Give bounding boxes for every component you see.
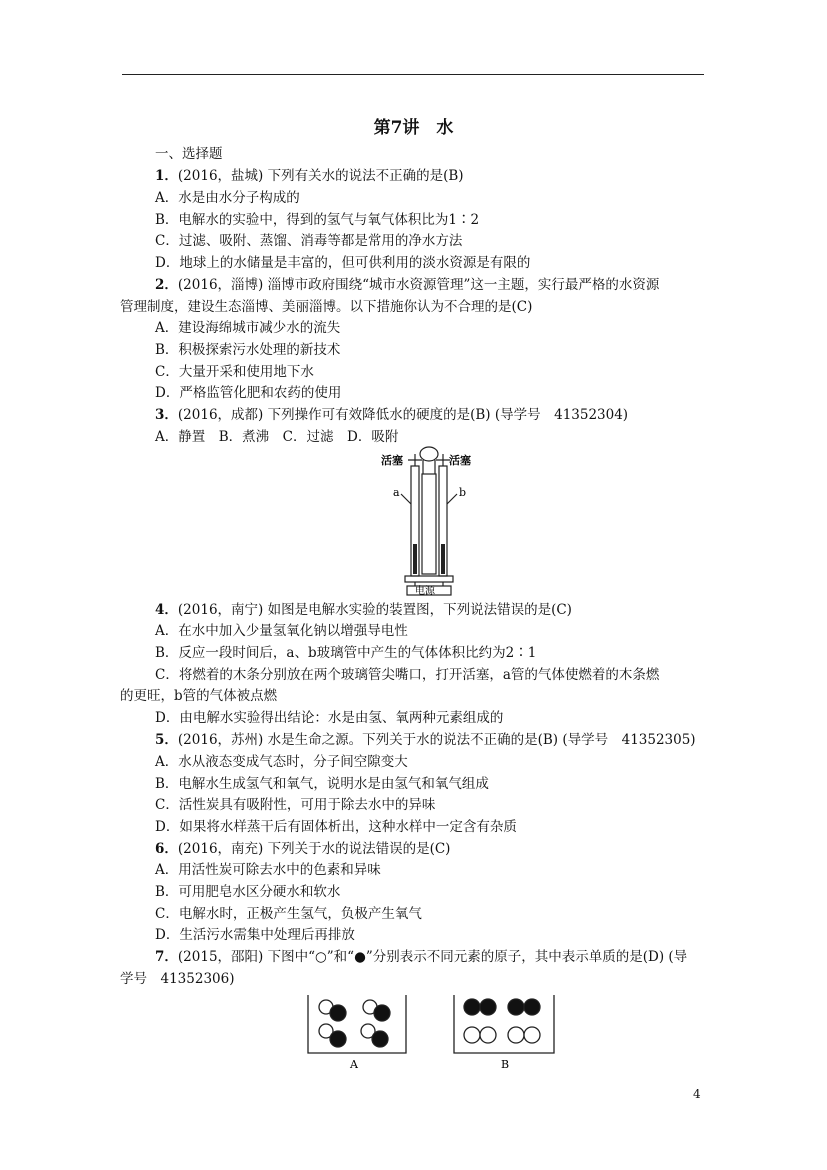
option: A．用活性炭可除去水中的色素和异味 [155, 862, 381, 878]
question-number: 3． [155, 407, 178, 423]
question-stem: (2016，苏州) 水是生命之源。下列关于水的说法不正确的是(B) (导学号 41352305) [177, 732, 696, 748]
option: D．严格监管化肥和农药的使用 [155, 385, 342, 401]
option: D．如果将水样蒸干后有固体析出，这种水样中一定含有杂质 [155, 819, 517, 835]
tube-label-a: a [393, 486, 400, 499]
question-number: 1． [155, 168, 178, 184]
option: B．反应一段时间后，a、b玻璃管中产生的气体体积比约为2∶1 [155, 645, 537, 661]
option: D．生活污水需集中处理后再排放 [155, 927, 355, 943]
figure-label-b: B [501, 1058, 510, 1071]
option: D．由电解水实验得出结论：水是由氢、氧两种元素组成的 [155, 710, 504, 726]
option: C．活性炭具有吸附性，可用于除去水中的异味 [155, 797, 436, 813]
question-stem: (2016，南宁) 如图是电解水实验的装置图，下列说法错误的是(C) [177, 602, 572, 618]
option: A．在水中加入少量氢氧化钠以增强导电性 [155, 623, 408, 639]
question-2 [155, 276, 659, 294]
option: D．地球上的水储量是丰富的，但可供利用的淡水资源是有限的 [155, 255, 531, 271]
question-stem: (2016，成都) 下列操作可有效降低水的硬度的是(B) (导学号 41352304) [177, 407, 629, 423]
question-number: 2． [155, 277, 178, 293]
stopcock-label-right: 活塞 [449, 454, 471, 467]
option-row: A．静置 B．煮沸 C．过滤 D．吸附 [155, 429, 399, 445]
page-title: 第7讲 水 [373, 118, 454, 138]
option: B．电解水的实验中，得到的氢气与氧气体积比为1∶2 [155, 212, 480, 228]
option: B．积极探索污水处理的新技术 [155, 342, 341, 358]
question-1 [155, 167, 464, 185]
option: C．电解水时，正极产生氢气，负极产生氧气 [155, 906, 422, 922]
option: A．水从液态变成气态时，分子间空隙变大 [155, 754, 408, 770]
option: B．电解水生成氢气和氧气，说明水是由氢气和氧气组成 [155, 776, 489, 792]
header-rule [122, 74, 704, 75]
question-stem: (2016，南充) 下列关于水的说法错误的是(C) [177, 841, 451, 857]
molecule-figure [306, 993, 558, 1073]
stopcock-label-left: 活塞 [381, 454, 403, 467]
option: B．可用肥皂水区分硬水和软水 [155, 884, 341, 900]
question-5 [155, 731, 696, 749]
tube-label-b: b [459, 486, 467, 499]
option-cont: 的更旺，b管的气体被点燃 [120, 688, 278, 704]
option: A．水是由水分子构成的 [155, 190, 300, 206]
question-7 [155, 948, 687, 966]
question-stem-cont: 学号 41352306) [120, 971, 235, 987]
question-stem: (2016，淄博) 淄博市政府围绕“城市水资源管理”这一主题，实行最严格的水资源 [177, 277, 660, 293]
question-stem: (2015，邵阳) 下图中“○”和“●”分别表示不同元素的原子，其中表示单质的是(D) (导 [177, 949, 688, 965]
question-number: 4． [155, 602, 178, 618]
option: C．过滤、吸附、蒸馏、消毒等都是常用的净水方法 [155, 233, 463, 249]
electrolysis-apparatus-figure [375, 444, 485, 596]
power-source-label: 电源 [415, 586, 435, 596]
option: C．将燃着的木条分别放在两个玻璃管尖嘴口，打开活塞，a管的气体使燃着的木条燃 [155, 667, 660, 683]
figure-label-a: A [350, 1058, 358, 1071]
page-number: 4 [693, 1087, 701, 1101]
section-heading: 一、选择题 [155, 146, 223, 162]
question-3 [155, 406, 628, 424]
question-stem: (2016，盐城) 下列有关水的说法不正确的是(B) [177, 168, 464, 184]
question-number: 5． [155, 732, 178, 748]
question-number: 7． [155, 949, 178, 965]
question-6 [155, 840, 450, 858]
question-stem-cont: 管理制度，建设生态淄博、美丽淄博。以下措施你认为不合理的是(C) [120, 299, 533, 315]
option: C．大量开采和使用地下水 [155, 364, 314, 380]
option: A．建设海绵城市减少水的流失 [155, 320, 341, 336]
question-number: 6． [155, 841, 178, 857]
question-4 [155, 601, 572, 619]
